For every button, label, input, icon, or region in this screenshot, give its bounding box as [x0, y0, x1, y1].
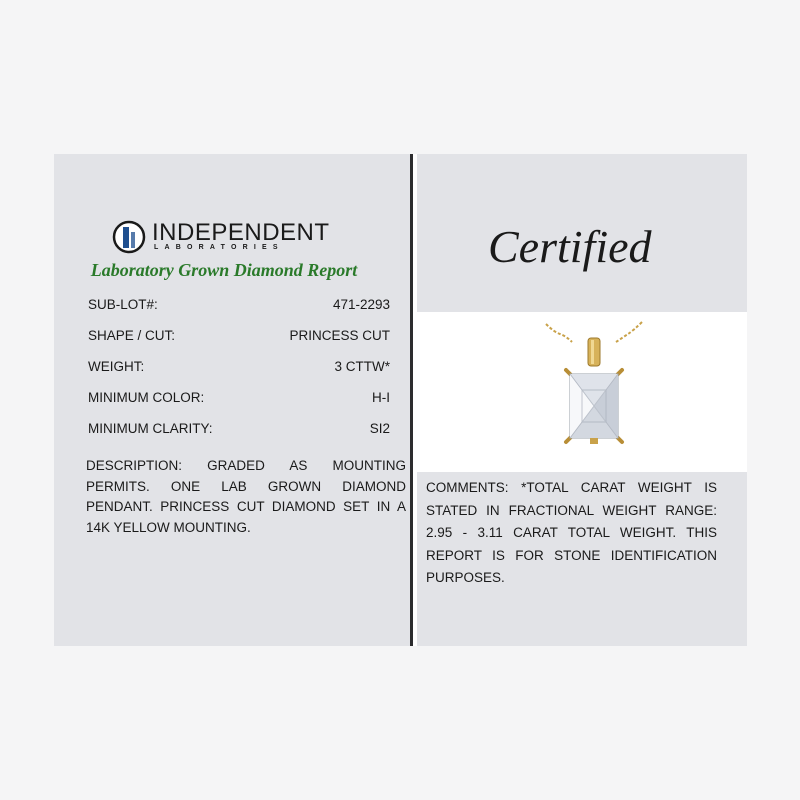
- field-row-shape-cut: [88, 328, 390, 359]
- field-value: 471-2293: [332, 297, 390, 312]
- field-row-minimum-clarity: [88, 421, 390, 452]
- princess-cut-diamond-pendant-image: [524, 314, 674, 472]
- field-value: H-I: [372, 390, 390, 405]
- field-label: WEIGHT:: [88, 359, 145, 374]
- field-label: MINIMUM CLARITY:: [88, 421, 213, 436]
- field-value: PRINCESS CUT: [289, 328, 390, 343]
- field-label: MINIMUM COLOR:: [88, 390, 205, 405]
- report-fields: [88, 297, 390, 452]
- field-label: SHAPE / CUT:: [88, 328, 176, 343]
- field-row-sub-lot: [88, 297, 390, 328]
- field-label: SUB-LOT#:: [88, 297, 158, 312]
- independent-laboratories-logo-icon: [112, 220, 148, 256]
- lab-logo: [112, 220, 372, 254]
- field-row-weight: [88, 359, 390, 390]
- field-value: 3 CTTW*: [334, 359, 390, 374]
- field-value: SI2: [369, 421, 390, 436]
- field-row-minimum-color: [88, 390, 390, 421]
- description-text: DESCRIPTION: GRADED AS MOUNTING PERMITS. ONE LAB GROWN DIAMOND PENDANT. PRINCESS CUT DIAMOND SET IN A 14K YELLOW MOUNTING.: [86, 458, 406, 535]
- certified-heading: Certified: [488, 221, 652, 272]
- comments-text: COMMENTS: *TOTAL CARAT WEIGHT IS STATED IN FRACTIONAL WEIGHT RANGE: 2.95 - 3.11 CARAT TOTAL WEIGHT. THIS REPORT IS FOR STONE IDENTIFICATION PURPOSES.: [426, 480, 717, 585]
- logo-name: INDEPENDENT: [152, 219, 330, 246]
- report-title: Laboratory Grown Diamond Report: [90, 260, 358, 280]
- logo-subtitle: LABORATORIES: [154, 244, 284, 251]
- certificate-card: [54, 154, 747, 646]
